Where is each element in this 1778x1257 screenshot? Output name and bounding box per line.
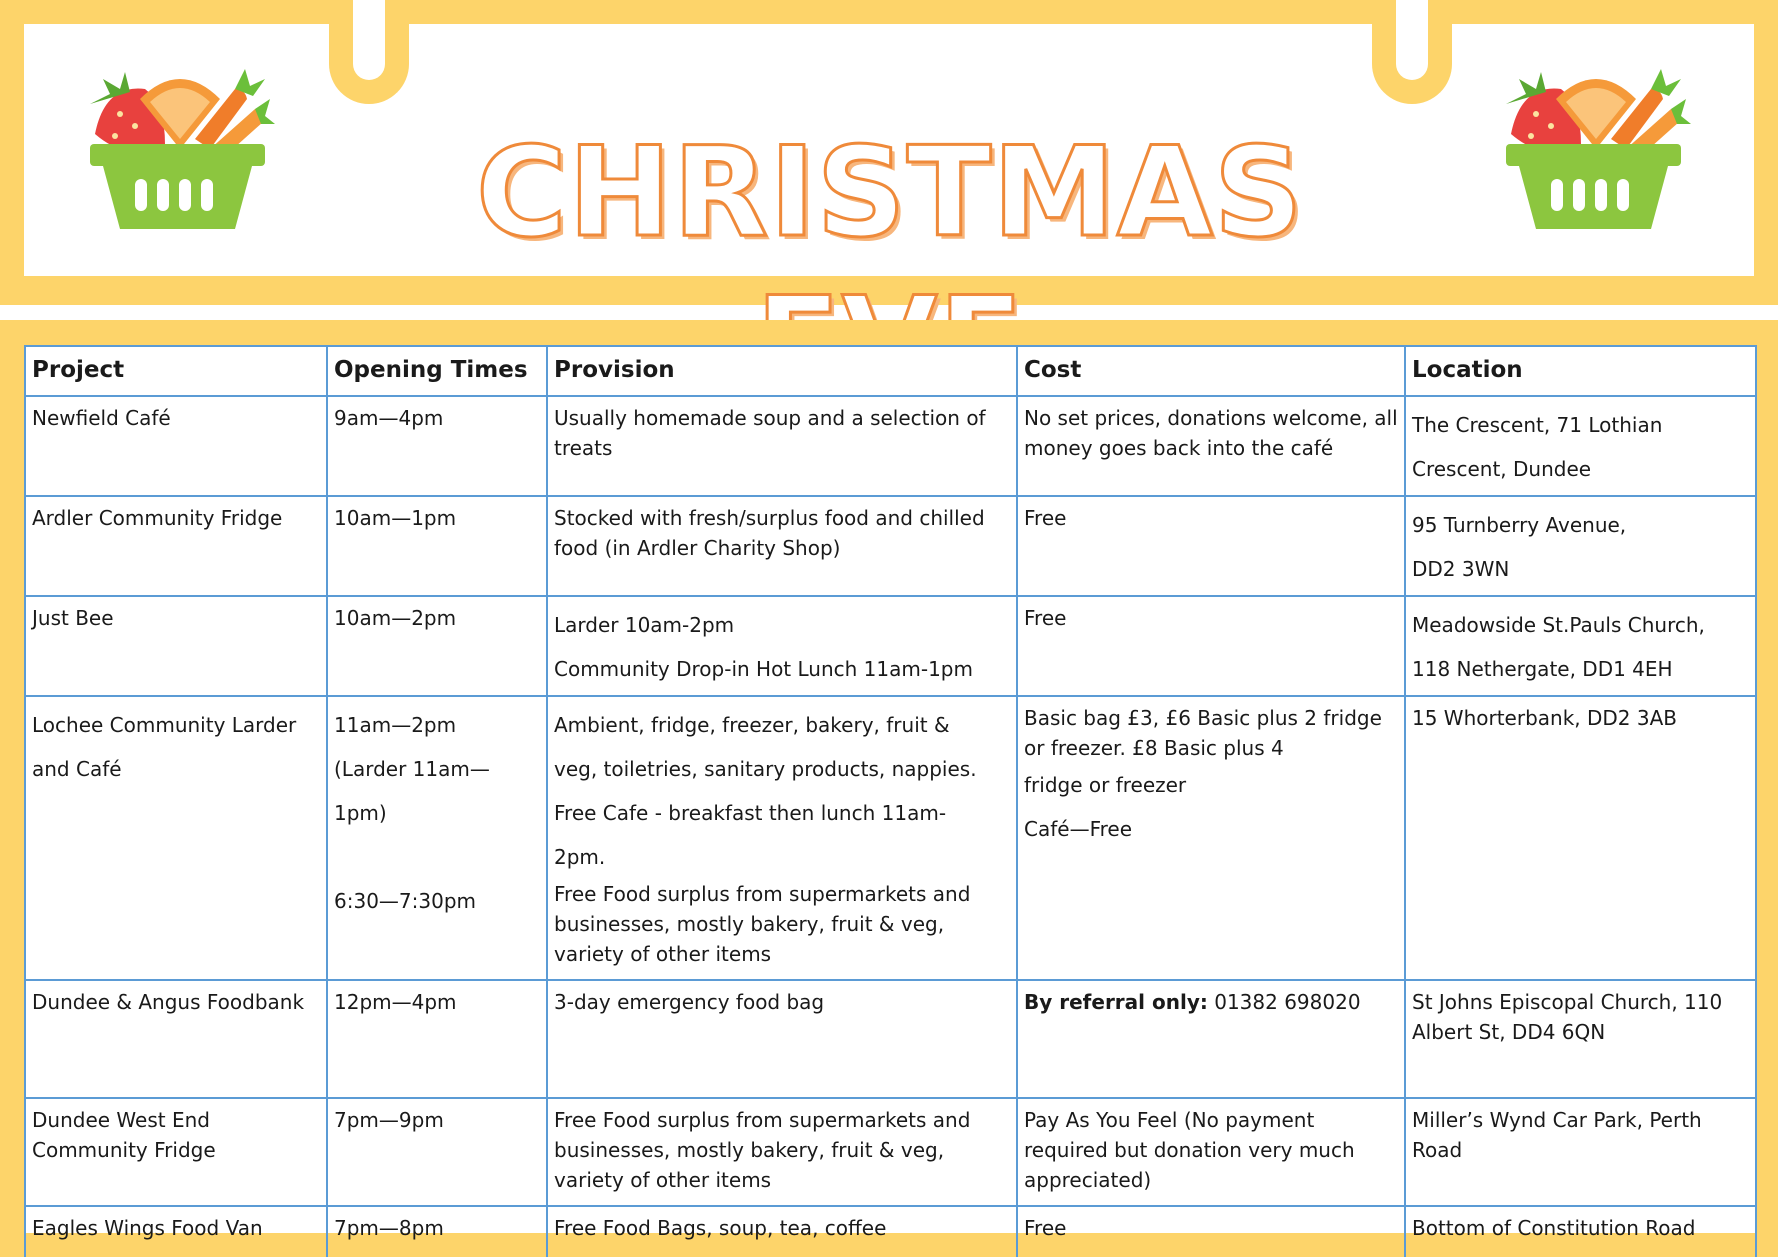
location-text: 118 Nethergate, DD1 4EH [1412,657,1673,681]
cell-times [327,496,547,596]
cell-cost [1017,596,1405,696]
cost-text: No set prices, donations welcome, all money goes back into the café [1024,406,1398,460]
cost-value: 01382 698020 [1207,990,1361,1014]
times-text: (Larder 11am— [334,757,490,781]
cell-cost [1017,1098,1405,1206]
cell-cost [1017,496,1405,596]
cell-provision [547,596,1017,696]
cell-project [25,696,327,980]
cell-location [1405,1206,1756,1257]
cost-text: Free [1024,506,1067,530]
column-header-provision: Provision [547,346,1017,396]
fruit-basket-icon [85,64,275,234]
cell-location [1405,980,1756,1098]
location-text: Miller’s Wynd Car Park, Perth Road [1412,1108,1702,1162]
cell-provision [547,980,1017,1098]
provision-text: Larder 10am-2pm [554,613,735,637]
location-text: 95 Turnberry Avenue, [1412,513,1627,537]
provision-text: 2pm. [554,845,606,869]
cost-bold-label: By referral only: [1024,990,1208,1014]
cell-times [327,1206,547,1257]
provision-text: 3-day emergency food bag [554,990,825,1014]
cell-times [327,696,547,980]
cell-provision [547,396,1017,496]
cell-provision [547,1098,1017,1206]
location-text: St Johns Episcopal Church, 110 Albert St, DD4 6QN [1412,990,1723,1044]
location-text: Meadowside St.Pauls Church, [1412,613,1705,637]
cell-project [25,596,327,696]
cost-text: Free [1024,606,1067,630]
times-text: 12pm—4pm [334,990,457,1014]
provision-text: Stocked with fresh/surplus food and chilled food (in Ardler Charity Shop) [554,506,985,560]
column-header-cost: Cost [1017,346,1405,396]
provision-text: Free Food Bags, soup, tea, coffee [554,1216,887,1240]
cost-text: fridge or freezer [1024,773,1187,797]
column-header-opening-times: Opening Times [327,346,547,396]
provision-text: Usually homemade soup and a selection of treats [554,406,986,460]
location-text: 15 Whorterbank, DD2 3AB [1412,706,1678,730]
times-text: 6:30—7:30pm [334,889,477,913]
cell-project [25,1206,327,1257]
cell-provision [547,696,1017,980]
cell-cost [1017,396,1405,496]
fruit-basket-icon [1501,64,1691,234]
cell-cost [1017,980,1405,1098]
page-title: CHRISTMAS [476,121,1304,265]
table-row [25,496,1756,596]
location-text: Crescent, Dundee [1412,457,1592,481]
times-text: 10am—2pm [334,606,457,630]
banner-hook-left [329,0,409,104]
cell-project [25,980,327,1098]
times-text [334,835,540,879]
project-text: Ardler Community Fridge [32,506,283,530]
table-row [25,1206,1756,1257]
cell-location [1405,1098,1756,1206]
cell-location [1405,596,1756,696]
project-text: and Café [32,757,122,781]
project-text: Eagles Wings Food Van [32,1216,263,1240]
times-text: 1pm) [334,801,387,825]
project-text: Dundee West End Community Fridge [32,1108,216,1162]
cost-text: Basic bag £3, £6 Basic plus 2 fridge or freezer. £8 Basic plus 4 [1024,706,1382,760]
times-text: 10am—1pm [334,506,457,530]
cost-text: Café—Free [1024,817,1133,841]
cell-cost [1017,1206,1405,1257]
table-row [25,1098,1756,1206]
provision-text: Free Food surplus from supermarkets and businesses, mostly bakery, fruit & veg, variety of other items [554,1108,971,1192]
table-row [25,980,1756,1098]
cell-times [327,980,547,1098]
cost-text: Pay As You Feel (No payment required but donation very much appreciated) [1024,1108,1355,1192]
provision-text: Free Food surplus from supermarkets and businesses, mostly bakery, fruit & veg, variety of other items [554,882,971,966]
provision-text: Free Cafe - breakfast then lunch 11am- [554,801,947,825]
table-row [25,696,1756,980]
cell-provision [547,496,1017,596]
cell-location [1405,696,1756,980]
cell-location [1405,396,1756,496]
project-text: Dundee & Angus Foodbank [32,990,305,1014]
cell-times [327,1098,547,1206]
cell-times [327,596,547,696]
times-text: 7pm—9pm [334,1108,444,1132]
schedule-table-container [24,345,1755,1240]
cell-location [1405,496,1756,596]
times-text: 9am—4pm [334,406,444,430]
provision-text: Ambient, fridge, freezer, bakery, fruit & [554,713,950,737]
provision-text: Community Drop-in Hot Lunch 11am-1pm [554,657,973,681]
table-row [25,596,1756,696]
column-header-location: Location [1405,346,1756,396]
column-header-project: Project [25,346,327,396]
times-text: 11am—2pm [334,713,457,737]
banner-hook-right [1372,0,1452,104]
project-text: Lochee Community Larder [32,713,297,737]
project-text: Just Bee [32,606,114,630]
location-text: DD2 3WN [1412,557,1510,581]
cell-provision [547,1206,1017,1257]
cell-project [25,1098,327,1206]
cell-times [327,396,547,496]
project-text: Newfield Café [32,406,171,430]
cell-cost [1017,696,1405,980]
times-text: 7pm—8pm [334,1216,444,1240]
schedule-table [24,345,1757,1257]
provision-text: veg, toiletries, sanitary products, nappies. [554,757,977,781]
header-banner [0,0,1778,305]
table-row [25,396,1756,496]
cost-text [1024,987,1398,1017]
cost-text: Free [1024,1216,1067,1240]
table-header-row [25,346,1756,396]
location-text: The Crescent, 71 Lothian [1412,413,1663,437]
cell-project [25,496,327,596]
location-text: Bottom of Constitution Road [1412,1216,1696,1240]
cell-project [25,396,327,496]
